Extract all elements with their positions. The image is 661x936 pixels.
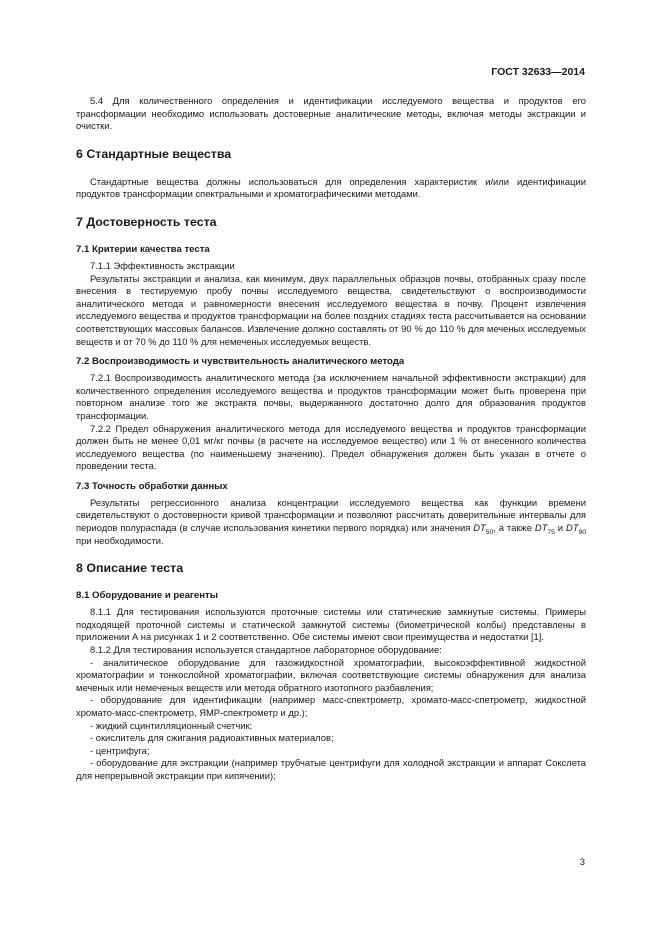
paragraph-7-2-2: 7.2.2 Предел обнаружения аналитического метода для исследуемого вещества и продуктов трансформации должен быть не менее 0,01 мг/кг почвы (в расчете на исследуемое вещество) или 1 % от внесенного количества исследуемого вещества (по наименьшему значению). Предел обнаружения должен быть указан в отчете о проведении теста. [76,422,586,472]
dt50-subscript: 50 [485,528,494,536]
paragraph-7-1-1-heading: 7.1.1 Эффективность экстракции [90,259,235,271]
dt-symbol: DT [534,522,548,534]
subsection-8-1-title: 8.1 Оборудование и реагенты [76,590,218,602]
paragraph-7-2-1: 7.2.1 Воспроизводимость аналитического метода (за исключением начальной эффективности экстракции) для количественного определения исследуемого вещества и продуктов трансформации может быть проверена при повторном анализе того же экстракта почвы, выдержанного достаточно долго для образования продуктов трансформации. [76,372,586,421]
list-item: - оборудование для идентификации (например масс-спектрометр, хромато-масс-спетрометр, жидкостной хромато-масс-спектрометр, ЯМР-спектрометр и др.); [76,694,586,718]
subsection-7-2-title: 7.2 Воспроизводимость и чувствительность аналитического метода [76,356,405,368]
list-item: - центрифуга; [90,744,150,756]
page-body [76,95,586,783]
list-item: - аналитическое оборудование для газожидкостной хроматографии, высокоэффективной жидкостной хроматографии и тонкослойной хроматографии, включая соответствующие системы обнаружения для анализа меченых или немеченых веществ или метода обратного изотопного разбавления; [76,656,586,693]
paragraph-7-3 [76,497,586,547]
paragraph-7-3-text: Результаты регрессионного анализа концентрации исследуемого вещества как функции времени свидетельствуют о достоверности кривой трансформации и позволяют рассчитать доверительные интервалы для периодов полураспада (в случае использования кинетики первого порядка) или значения [76,496,586,534]
paragraph-7-3-end: при необходимости. [76,534,164,546]
section-6-paragraph: Стандартные вещества должны использоваться для определения характеристик и/или идентификации продуктов трансформации спектральными и хроматографическими методами. [76,175,586,200]
list-item: - оборудование для экстракции (например трубчатые центрифуги для холодной экстракции и аппарат Сокслета для непрерывной экстракции при кипячении); [76,757,586,781]
subsection-7-1-title: 7.1 Критерии качества теста [76,243,210,255]
document-id-header: ГОСТ 32633—2014 [491,66,585,78]
section-7-title: 7 Достоверность теста [76,214,217,229]
paragraph-8-1-2: 8.1.2 Для тестирования используется стандартное лабораторное оборудование: [90,644,442,656]
dt90-subscript: 90 [578,528,587,536]
section-6-title: 6 Стандартные вещества [76,146,232,161]
subsection-7-3-title: 7.3 Точность обработки данных [76,480,228,492]
paragraph-5-4: 5.4 Для количественного определения и идентификации исследуемого вещества и продуктов его трансформации необходимо использовать достоверные аналитические методы, включая методы экстракции и очистки. [76,95,586,132]
dt75-subscript: 75 [547,528,555,536]
section-8-title: 8 Описание теста [76,561,184,576]
list-item: - окислитель для сжигания радиоактивных материалов; [90,732,334,744]
dt-symbol: DT [565,522,579,534]
paragraph-8-1-1: 8.1.1 Для тестирования используются проточные системы или статические замкнутые системы. Примеры подходящей проточной системы и статической замкнутой системы (биометрической колбы) представлены в приложении А на рисунках 1 и 2 соответственно. Обе системы имеют свои преимущества и недостатки [1]. [76,606,586,643]
paragraph-7-1-1-text: Результаты экстракции и анализа, как минимум, двух параллельных образцов почвы, отобранных сразу после внесения в тестируемую пробу почвы исследуемого вещества, свидетельствуют о воспроизводимости аналитического метода и равномерности внесения исследуемого вещества в почву. Процент извлечения исследуемого вещества и продуктов трансформации на более поздних стадиях теста рассчитывается на основании соответствующих массовых балансов. Извлечение должно составлять от 90 % до 110 % для меченых исследуемых веществ и от 70 % до 110 % для немеченых исследуемых веществ. [76,272,586,347]
paragraph-7-3-mid1: , а также [493,522,535,534]
dt-symbol: DT [473,522,486,534]
paragraph-7-3-mid2: и [554,522,566,534]
page-number: 3 [579,857,585,868]
list-item: - жидкий сцинтилляционный счетчик; [90,719,253,731]
